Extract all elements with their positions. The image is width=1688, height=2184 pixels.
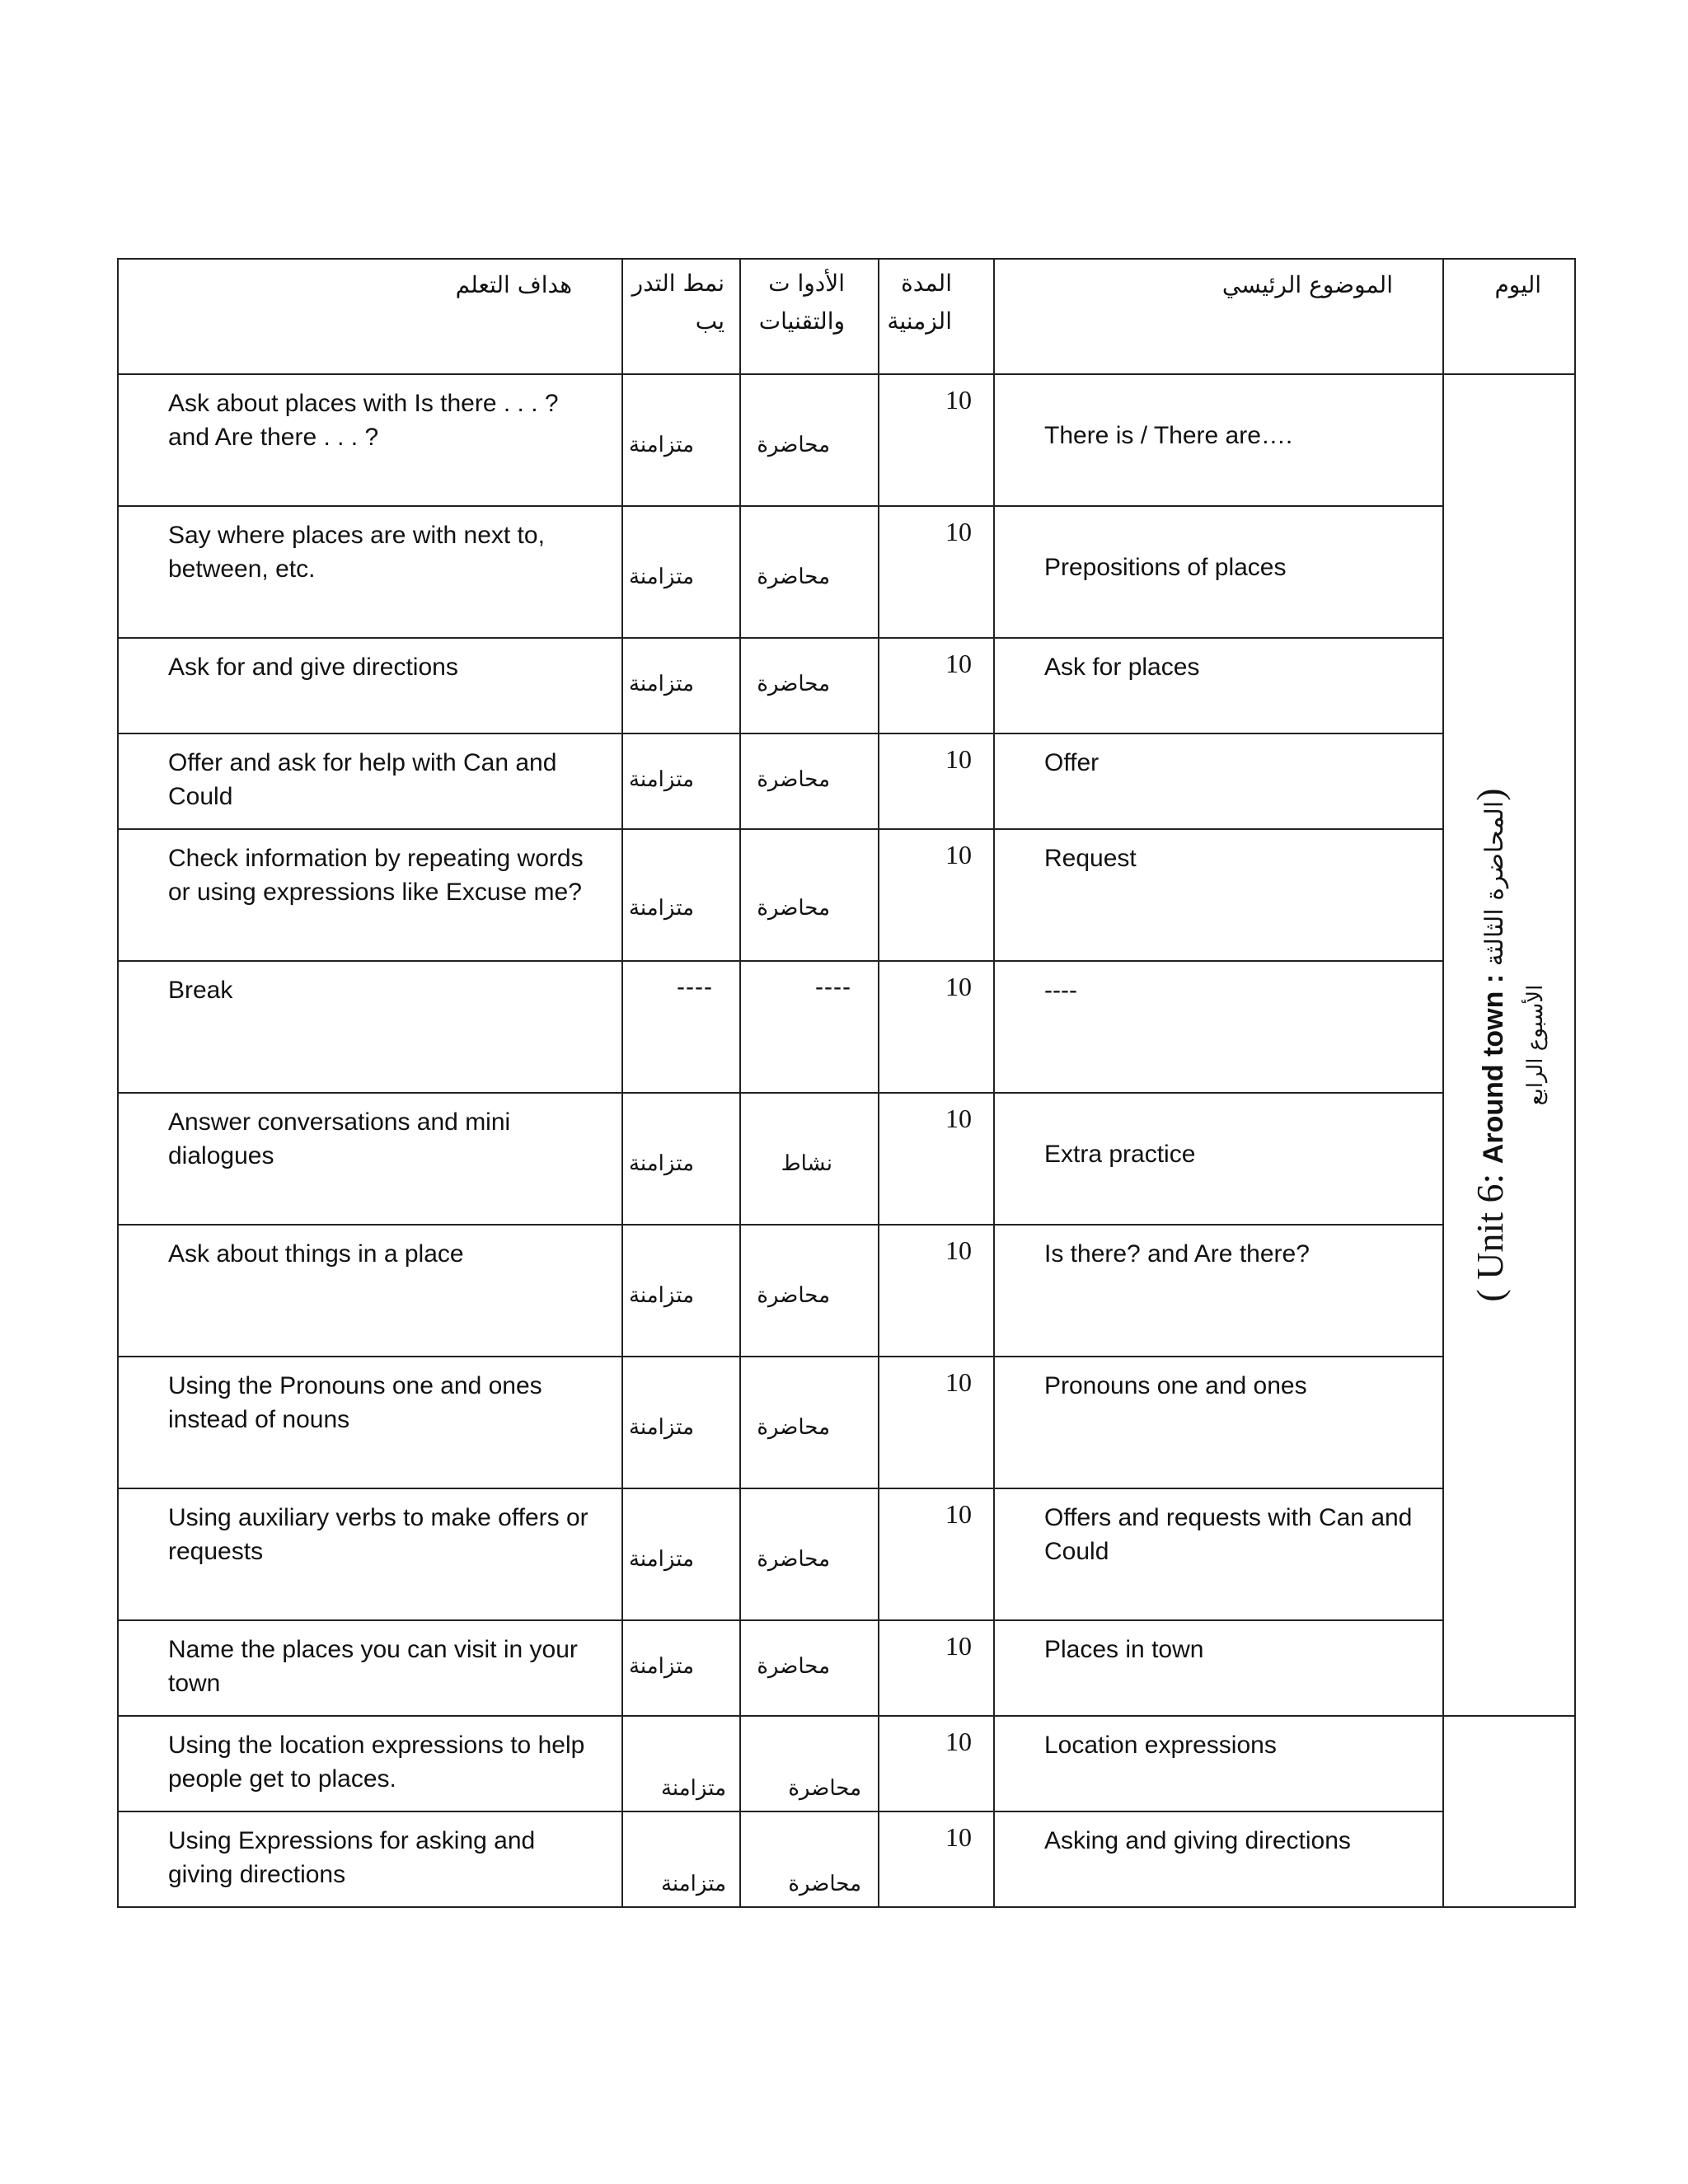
duration-cell: 10	[879, 1716, 994, 1811]
tools-cell: محاضرة	[740, 829, 879, 961]
mode-cell: متزامنة	[622, 1488, 740, 1620]
mode-cell: متزامنة	[622, 733, 740, 829]
topic-cell: Extra practice	[994, 1093, 1443, 1225]
goal-cell: Using Expressions for asking and giving directions	[118, 1811, 622, 1907]
table-row	[118, 1488, 1575, 1620]
header-goals: هداف التعلم	[118, 259, 622, 374]
goal-cell: Check information by repeating words or using expressions like Excuse me?	[118, 829, 622, 961]
table-row	[118, 733, 1575, 829]
tools-cell: محاضرة	[740, 1225, 879, 1357]
duration-cell: 10	[879, 1225, 994, 1357]
header-topic: الموضوع الرئيسي	[994, 259, 1443, 374]
topic-cell: Request	[994, 829, 1443, 961]
topic-cell: Offers and requests with Can and Could	[994, 1488, 1443, 1620]
table-row	[118, 374, 1575, 506]
topic-cell: Asking and giving directions	[994, 1811, 1443, 1907]
tools-cell: محاضرة	[740, 733, 879, 829]
topic-cell: Pronouns one and ones	[994, 1357, 1443, 1488]
topic-cell: Offer	[994, 733, 1443, 829]
tools-cell: محاضرة	[740, 506, 879, 638]
duration-cell: 10	[879, 506, 994, 638]
topic-cell: There is / There are….	[994, 374, 1443, 506]
duration-cell: 10	[879, 1811, 994, 1907]
topic-cell: Is there? and Are there?	[994, 1225, 1443, 1357]
mode-cell: متزامنة	[622, 1357, 740, 1488]
goal-cell: Using the Pronouns one and ones instead of nouns	[118, 1357, 622, 1488]
duration-cell: 10	[879, 1488, 994, 1620]
goal-cell: Answer conversations and mini dialogues	[118, 1093, 622, 1225]
topic-cell: ----	[994, 961, 1443, 1093]
mode-cell: ----	[622, 961, 740, 1093]
table-row	[118, 638, 1575, 733]
header-tools: الأدوا ت والتقنيات	[740, 259, 879, 374]
day-label: ( Unit 6: Around town : المحاضرة الثالثة) الأسبوع الرابع	[1444, 375, 1574, 1715]
topic-cell: Ask for places	[994, 638, 1443, 733]
tools-cell: محاضرة	[740, 638, 879, 733]
header-day: اليوم	[1443, 259, 1575, 374]
mode-cell: متزامنة	[622, 506, 740, 638]
duration-cell: 10	[879, 638, 994, 733]
tools-cell: محاضرة	[740, 1357, 879, 1488]
lesson-plan-table	[117, 258, 1576, 1908]
mode-cell: متزامنة	[622, 1716, 740, 1811]
table-row	[118, 506, 1575, 638]
mode-cell: متزامنة	[622, 829, 740, 961]
duration-cell: 10	[879, 1093, 994, 1225]
duration-cell: 10	[879, 733, 994, 829]
tools-cell: محاضرة	[740, 1620, 879, 1716]
mode-cell: متزامنة	[622, 374, 740, 506]
goal-cell: Using the location expressions to help people get to places.	[118, 1716, 622, 1811]
day-cell-empty	[1443, 1716, 1575, 1907]
mode-cell: متزامنة	[622, 1811, 740, 1907]
day-cell	[1443, 374, 1575, 1716]
week-label: الأسبوع الرابع	[1523, 984, 1548, 1106]
table-row	[118, 961, 1575, 1093]
table-row	[118, 1225, 1575, 1357]
duration-cell: 10	[879, 1357, 994, 1488]
mode-cell: متزامنة	[622, 1225, 740, 1357]
tools-cell: نشاط	[740, 1093, 879, 1225]
topic-cell: Places in town	[994, 1620, 1443, 1716]
goal-cell: Ask for and give directions	[118, 638, 622, 733]
table-row	[118, 1093, 1575, 1225]
tools-cell: ----	[740, 961, 879, 1093]
table-row	[118, 1357, 1575, 1488]
tools-cell: محاضرة	[740, 374, 879, 506]
duration-cell: 10	[879, 1620, 994, 1716]
mode-cell: متزامنة	[622, 1620, 740, 1716]
goal-cell: Break	[118, 961, 622, 1093]
goal-cell: Ask about things in a place	[118, 1225, 622, 1357]
goal-cell: Offer and ask for help with Can and Could	[118, 733, 622, 829]
tools-cell: محاضرة	[740, 1488, 879, 1620]
goal-cell: Say where places are with next to, between, etc.	[118, 506, 622, 638]
header-row	[118, 259, 1575, 374]
topic-cell: Prepositions of places	[994, 506, 1443, 638]
tools-cell: محاضرة	[740, 1716, 879, 1811]
mode-cell: متزامنة	[622, 1093, 740, 1225]
table-row	[118, 1811, 1575, 1907]
duration-cell: 10	[879, 829, 994, 961]
table-row	[118, 1620, 1575, 1716]
topic-cell: Location expressions	[994, 1716, 1443, 1811]
table-row	[118, 1716, 1575, 1811]
header-mode: نمط التدر يب	[622, 259, 740, 374]
tools-cell: محاضرة	[740, 1811, 879, 1907]
mode-cell: متزامنة	[622, 638, 740, 733]
table-row	[118, 829, 1575, 961]
goal-cell: Ask about places with Is there . . . ? and Are there . . . ?	[118, 374, 622, 506]
duration-cell: 10	[879, 961, 994, 1093]
goal-cell: Name the places you can visit in your town	[118, 1620, 622, 1716]
header-duration: المدة الزمنية	[879, 259, 994, 374]
duration-cell: 10	[879, 374, 994, 506]
goal-cell: Using auxiliary verbs to make offers or requests	[118, 1488, 622, 1620]
